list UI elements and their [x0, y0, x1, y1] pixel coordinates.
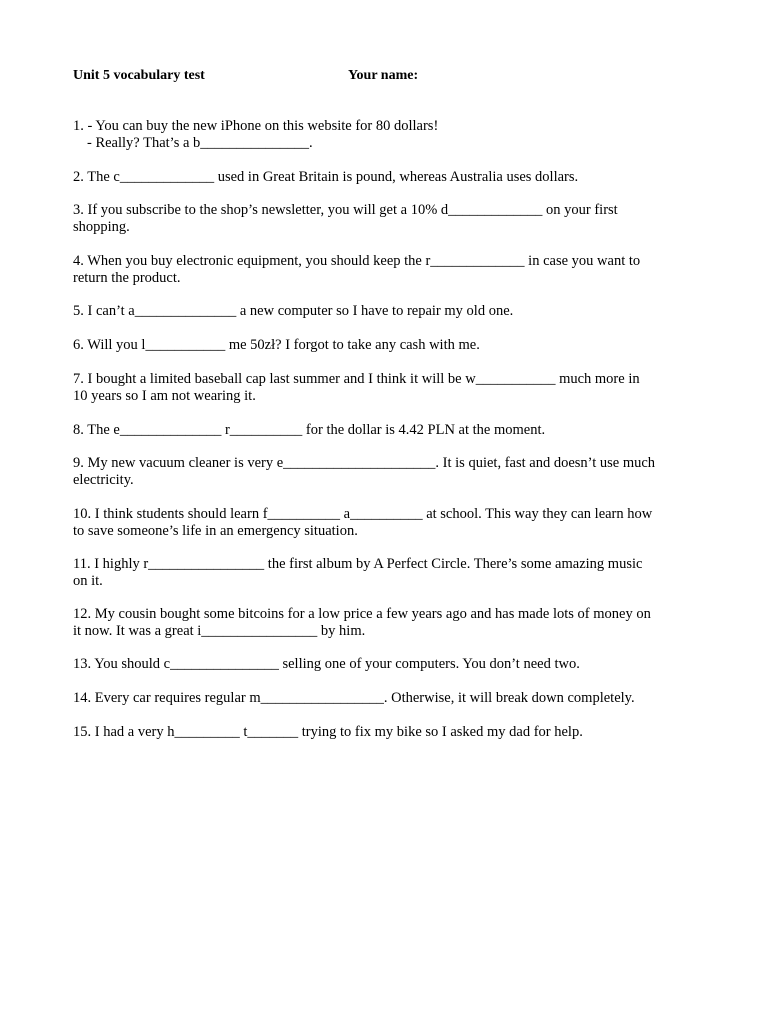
question-7	[73, 371, 703, 405]
question-line: to save someone’s life in an emergency situation.	[73, 523, 358, 539]
question-line: 4. When you buy electronic equipment, you should keep the r_____________ in case you want to	[73, 253, 641, 269]
question-13	[73, 656, 703, 673]
question-line: 10. I think students should learn f__________ a__________ at school. This way they can learn how	[73, 506, 653, 522]
question-1	[73, 118, 703, 152]
question-5	[73, 303, 703, 320]
worksheet-header	[73, 68, 703, 86]
question-line: 11. I highly r________________ the first album by A Perfect Circle. There’s some amazing music	[73, 556, 643, 572]
question-14	[73, 690, 703, 707]
question-8	[73, 422, 703, 439]
question-line: shopping.	[73, 219, 130, 235]
question-line: electricity.	[73, 472, 134, 488]
question-line: 3. If you subscribe to the shop’s newsletter, you will get a 10% d_____________ on your first	[73, 202, 618, 218]
question-3	[73, 202, 703, 236]
question-line: 8. The e______________ r__________ for the dollar is 4.42 PLN at the moment.	[73, 422, 546, 438]
question-10	[73, 506, 703, 540]
question-4	[73, 253, 703, 287]
question-12	[73, 606, 703, 640]
question-line: 2. The c_____________ used in Great Britain is pound, whereas Australia uses dollars.	[73, 169, 579, 185]
question-line: 1. - You can buy the new iPhone on this website for 80 dollars!	[73, 118, 439, 134]
question-line: 13. You should c_______________ selling one of your computers. You don’t need two.	[73, 656, 580, 672]
question-line: it now. It was a great i________________ by him.	[73, 623, 366, 639]
worksheet-page	[73, 68, 703, 740]
question-line: 6. Will you l___________ me 50zł? I forgot to take any cash with me.	[73, 337, 480, 353]
question-9	[73, 455, 703, 489]
your-name-label: Your name:	[348, 68, 419, 83]
test-title: Unit 5 vocabulary test	[73, 68, 205, 83]
question-line: return the product.	[73, 270, 181, 286]
question-line: 5. I can’t a______________ a new computer so I have to repair my old one.	[73, 303, 514, 319]
question-line: 10 years so I am not wearing it.	[73, 388, 256, 404]
question-6	[73, 337, 703, 354]
question-2	[73, 169, 703, 186]
question-line: on it.	[73, 573, 103, 589]
question-line: 15. I had a very h_________ t_______ trying to fix my bike so I asked my dad for help.	[73, 724, 583, 740]
question-line: 14. Every car requires regular m_________________. Otherwise, it will break down completely.	[73, 690, 635, 706]
question-11	[73, 556, 703, 590]
question-line: 9. My new vacuum cleaner is very e_____________________. It is quiet, fast and doesn’t use much	[73, 455, 656, 471]
question-line: 7. I bought a limited baseball cap last summer and I think it will be w___________ much more in	[73, 371, 640, 387]
question-15	[73, 724, 703, 741]
question-line: 12. My cousin bought some bitcoins for a low price a few years ago and has made lots of money on	[73, 606, 651, 622]
question-line: - Really? That’s a b_______________.	[87, 135, 313, 151]
